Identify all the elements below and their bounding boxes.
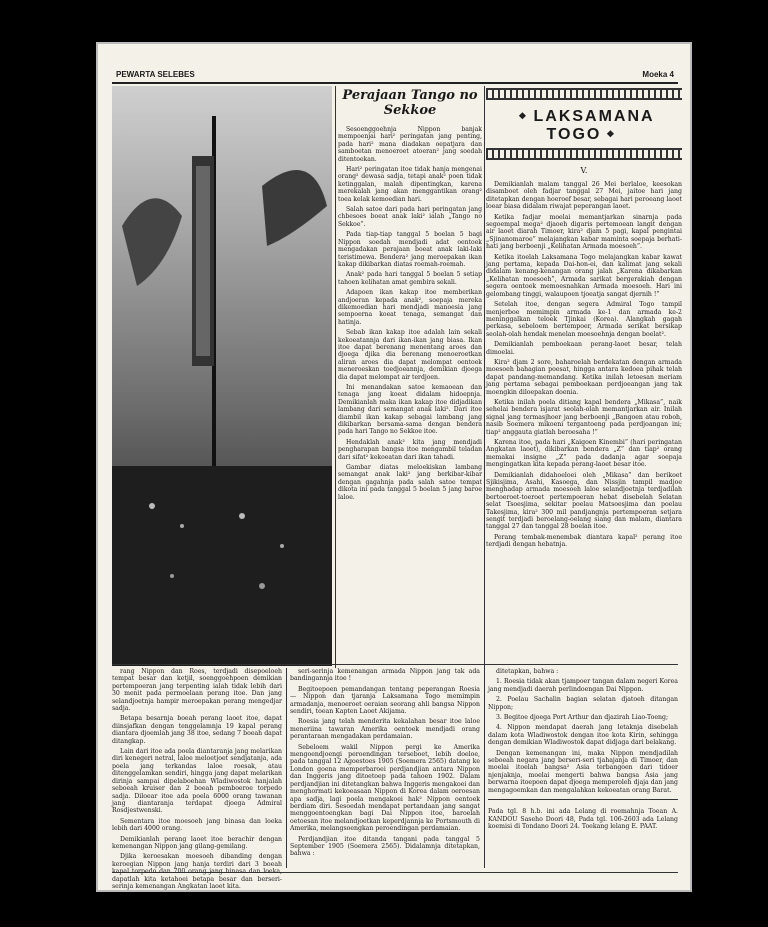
bottom-column-3 bbox=[488, 668, 678, 868]
paragraph: Hari² peringatan itoe tidak hanja mengenai orang² dewasa sadja, tetapi anak² poen tidak ketinggalan, malah dipentingkan, karena merekalah jang akan menggantikan orang² toea kelak kemoedian hari. bbox=[338, 166, 482, 203]
page-label: Moeka 4 bbox=[642, 70, 674, 79]
flower bbox=[280, 544, 284, 548]
paragraph: rang Nippon dan Roes, terdjadi disepoeloeh tempat besar dan ketjil, soenggoehpoen demikian pertempoeran jang terpenting ialah tidak lebih dari 30 menit pada permoelaan perang itoe. Dan jang selandjoetnja hampir meroepakan perang mengedjar sadja. bbox=[112, 668, 282, 713]
paragraph: Sementara itoe moesoeh jang binasa dan loeka lebih dari 4000 orang. bbox=[112, 817, 282, 833]
column-rule bbox=[335, 86, 336, 668]
flower bbox=[239, 513, 245, 519]
paragraph: seri-serinja kemenangan armada Nippon jang tak ada bandingannja itoe ! bbox=[290, 668, 480, 683]
paragraph: Sebeloem wakil Nippon pergi ke Amerika mengoendjoengi peroendingan tersebоet, lebih doeloe, pada tanggal 12 Agoestoes 1905 (Soemera 2565) datang ke London goena memperbaroei perdjandjian antara Nippon dan Inggeris jang ditoetoep pada tahoen 1902. Dalam perdjandjian ini ditetangkan bahwa Inggeris mengakoei dan menghormati kekoeasaan Nippon di Korea dalam oeroesan apa sadja, lagi poela mengakoei hak² Nippon oentoek berdiam diri. Sesoedah mendapat pertandaan jang sangat menggoentoengkan bagi Dai Nippon itoe, baroelah oetoesan itoe melandjoetkan keperdjannja ke Portsmouth di Amerika, melangsoengkan peroendingan perdamaian. bbox=[290, 743, 480, 833]
flower bbox=[170, 574, 174, 578]
paragraph: Ketika itoelah Laksamana Togo melajangkan kabar kawat jang pertama, kepada Dai-hon-ei, dan kalimat jang sekali didalam kenang-kenangan orang jalah „Karena dikabarkan „Kelihatan moesoeh”, Armada sarikat bergerakiah dengan segera oentoek memoesnahkan Armada moesoeh. Hari ini gelombang tinggi, walaupoen tjoeatja sangat djernih !” bbox=[486, 253, 682, 298]
flower bbox=[149, 503, 155, 509]
paragraph: Roesia jang telah menderita kekalahan besar itoe laloe meneriina tawaran Amerika oentoek mendjadi orang perantaraan mengadakan perdamaian. bbox=[290, 718, 480, 741]
paragraph: Perdjandjian itoe ditanda tangani pada tanggal 5 September 1905 (Soemera 2565). Didalamnja ditetapkan, bahwa : bbox=[290, 835, 480, 858]
paragraph: ditetapkan, bahwa : bbox=[496, 668, 559, 675]
bottom-column-1 bbox=[112, 668, 282, 890]
carp-banner-stripe bbox=[196, 166, 210, 356]
article-title: ❖ LAKSAMANA TOGO ❖ bbox=[486, 108, 682, 144]
flower bbox=[180, 524, 184, 528]
photo-flag-memorial bbox=[112, 86, 332, 666]
paragraph: 2. Poelau Sachalin bagian selatan djatoeh ditangan Nippon; bbox=[488, 696, 678, 711]
column-rule bbox=[484, 86, 485, 668]
column-rule bbox=[286, 668, 287, 868]
notice-text: Pada tgl. 8 h.b. ini ada Lelang di roemahnja Toean A. KANDOU Saseho Doori 48, Pada tgl. 106-2603 ada Lelang koemisi di Tondano Doori 24. Toekang lelang E. PAAT. bbox=[488, 808, 678, 830]
paragraph: Karena itoe, pada hari „Kaigoen Kinembi” (hari peringatan Angkatan laoet), dikibarkan bendera „Z” dan tiap² orang memakai insigne „Z” pada dadanja agar soepaja mengingatkan kita kepada perang-laoet besar itoe. bbox=[486, 439, 682, 469]
paragraph: Demikianlah malam tanggal 26 Mei berlaloe, keesokan disamboet oleh fadjar tanggal 27 Mei, jaitoe hari jang ditetapkan dengan hoeroef besar, sebagai hari peroeang laoet loear biasa didalam riwajat peperangan laoet. bbox=[486, 181, 682, 211]
paragraph: 1. Roesia tidak akan tjampoer tangan dalam negeri Korea jang mendjadi daerah perlindoengan Dai Nippon. bbox=[488, 678, 678, 693]
paragraph: Demikianlah perang laoet itoe berachir dengan kemenangan Nippon jang gilang-gemilang. bbox=[112, 835, 282, 850]
paragraph: Sebab ikan kakap itoe adalah lain sekali kekoeatannja dari ikan-ikan jang biasa. Ikan itoe dapat berenang menentang aroes dan djoega djika dia berenang menoeroetkan aliran aroes dia dapat melompat oentoek meneroeskan toedjoeannja, demikian djoega dia dapat melompat air terdjoen. bbox=[338, 329, 482, 381]
paragraph: Lain dari itoe ada poela diantaranja jang melarikan diri kenegeri netral, laloe meloetjoet sendjatanja, ada poela jang terkandas laloe roesak, atau ditenggelamkan sendiri, hingga jang dapat melarikan dirinja sampai dipelaboehan Wladiwostok hanjalah seboeah kruiser dan 2 boeah pemboeroe torpedo sadja. Diloear itoe ada poela 6000 orang tawanan jang diantaranja terdapat djoega Admiral Rosdjestwenski. bbox=[112, 748, 282, 815]
paragraph: Pada tiap-tiap tanggal 5 boelan 5 bagi Nippon soedah mendjadi adat oentoek mengadakan perajaan boeat anak laki-laki teristimewa. Bendera² jang meroepakan ikan kakap dikibarkan diatas roemah-roemah. bbox=[338, 231, 482, 268]
paragraph: Betapa besarnja boeah perang laoet itoe, dapat diinsjafkan dengan tenggelamnja 19 kapal perang diantara djoemlah jang 38 itoe, sedang 7 boeah dapat ditangkap. bbox=[112, 715, 282, 745]
flower bbox=[259, 583, 265, 589]
section-rule bbox=[112, 664, 678, 665]
article-title: Perajaan Tango no Sekkoe bbox=[342, 88, 478, 118]
ornament-border bbox=[486, 88, 682, 100]
paragraph: Anak² pada hari tanggal 5 boelan 5 setiap tahoen kelihatan amat gembira sekali. bbox=[338, 271, 482, 286]
palm-tree-left bbox=[122, 198, 182, 286]
paragraph: 4. Nippon mendapat daerah jang letaknja disebelah dalam kota Wladiwostok dengan itoe kota Kirin, sehingga dengan demikian Wladiwostok dapat didjaga dari belakang. bbox=[488, 724, 678, 747]
paragraph: Hendaklah anak² kita jang mendjadi pengharapan bangsa itoe mengambil teladan dari sifat² kekoeatan dari ikan tahadi. bbox=[338, 438, 482, 461]
paragraph: Ini menandakan satoe kemaoean dan tenaga jang koeat didalam hidoepnja. Demikianlah maka ikan kakap itoe didjadikan lambang dari semangat anak laki². Dari itoe diambil ikan kakap sebagai lambang jang dikibarkan bersama-sama dengan bendera pada hari Tango no Sekkoe itoe. bbox=[338, 384, 482, 436]
paragraph: Dengan kemenangan ini, maka Nippon mendjadilah seboeah negara jang berseri-seri tjahajanja di Timoer, dan moelai itoelah bangsa² Asia terbangoen dari tidoer njenjaknja, moelai mengerti bahwa bangsa Asia jang berwarna itoepoen dapat djoega memperoleh djaja dan jang mengagoemkan dan mengalahkan kekoeatan orang Barat. bbox=[488, 749, 678, 794]
paragraph: Ketika inilah poela ditiang kapal bendera „Mikasa”, naik sehelai bendera isjarat seolah-olah memantjarkan air. Inilah signal jang termasjhoer jang berboenji „Bangoen atau roboh, nasib Soemera mikoeni tergantoeng pada perdjoangan ini; tiap² anggauta giatlah beroesaha !” bbox=[486, 398, 682, 436]
palm-tree-right bbox=[262, 170, 327, 246]
paragraph: Gambar diatas melоekiskan lambang semangat anak laki² jang berkibar-kibar dengan gagahnja pada salah satoe tempat dikota ini pada tanggal 5 boelan 5 jang baroe laloe. bbox=[338, 464, 482, 501]
page-header bbox=[112, 68, 678, 84]
ornament-border bbox=[486, 148, 682, 160]
paragraph: Ketika fadjar moelai memantjarkan sinarnja pada segoempal mega² djaoeh digaris pertemoean langit dengan air laoet diarah Timoer, kira² djam 5 pagi, kapal pengintai „Sjinanomaroe” melajangkan kabar maminta soepaja berhati-hati jang berboenji „Kelihatan Armada moesoeh”. bbox=[486, 213, 682, 251]
paragraph: Demikianlah didahoeloei oleh „Mikasa” dan berikoet Sjikisjima, Asahi, Kasoega, dan Nissjin tampil madjoe menghadap armada moesoeh laloe selandjoetnja terdjadilah bertoeroet-toeroet pertempoeran hebat disebelah Selatan selat Tsoesjima, sekitar poelau Matsoesjima dan poelau Takesjima, kira² 300 mil pandjangnja pertempoeran setjara sengit terdjadi beroelang-oelang siang dan malam, diantara tanggal 27 dan tanggal 28 boelan itoe. bbox=[486, 471, 682, 531]
notice-rule bbox=[488, 799, 678, 800]
paragraph: Kira² djam 2 sore, baharoelah berdekatan dengan armada moesoeh bahagian poesat, hingga antara kedoea pihak telah dapat pandang-memandang. Ketika inilah letoesan meriam jang pertama sebagai pemboekaan perdjoeangan jang tak moengkin dilоepakan doenia. bbox=[486, 358, 682, 396]
paragraph: Salah satoe dari pada hari peringatan jang chbesoes boeat anak laki² ialah „Tango no Sekkoe”. bbox=[338, 206, 482, 228]
paragraph: Sesoenggoehnja Nippon banjak mempoenjai hari² peringatan jang penting, pada hari² mana diadakan oepatjara dan sambоetan menoeroet atoeran² jang soedah ditentoekan. bbox=[338, 126, 482, 163]
paragraph: 3. Begitoe djoega Port Arthur dan djazirah Liao-Toeng; bbox=[496, 714, 669, 722]
paragraph: Adapoen ikan kakap itoe memberikan andjoeran kepada anak², soepaja mereka dikemoedian hari mendjadi manoesia jang sempoerna koeat tenaga, semangat dan hatinja. bbox=[338, 289, 482, 326]
foliage-dark bbox=[112, 466, 332, 666]
chapter-number: V. bbox=[580, 166, 588, 175]
paragraph: Perang tembak-menembak diantara kapal² perang itoe terdjadi dengan hebatnja. bbox=[486, 533, 682, 549]
bottom-column-2 bbox=[290, 668, 480, 868]
photo-illustration bbox=[112, 86, 332, 666]
newspaper-page bbox=[96, 42, 692, 892]
paragraph: Setelah itoe, dengan segera Admiral Togo tampil menjerbоe memimpin armada ke-1 dan armada ke-2 meninggalkan teloek Tjinkai (Korea). Alangkah gagah perkasa, sebeloem bertempoer, Armada serikat bersikap seolah-olah hendak menelan moesoehnja dengan boelat². bbox=[486, 301, 682, 338]
auction-notice bbox=[488, 808, 678, 830]
paragraph: Begitoepoen pemandangan tentang peperangan Roesia — Nippon dan tjaranja Laksamana Togo memimpin armadanja, menoeroet oeraian seorang ahli bangsa Nippon sendiri, toean Kapten Laoet Akijama. bbox=[290, 685, 480, 716]
paragraph: Djika kerоesakan moesoeh dibanding dengan keroegian Nippon jang hanja terdiri dari 3 boeah dapatlah kita ketahoei betapa besar dan berseri-serinja kemenangan Angkatan laoet kita. bbox=[112, 853, 282, 890]
paragraph: Demikianlah pembоekaan perang-laoet besar, telah dimoelai. bbox=[486, 341, 682, 356]
paper-name: PEWARTA SELEBES bbox=[116, 70, 195, 79]
footer-rule bbox=[112, 872, 678, 873]
article-tango-no-sekkoe bbox=[338, 88, 482, 648]
article-laksamana-togo bbox=[486, 88, 682, 648]
column-rule bbox=[484, 668, 485, 868]
